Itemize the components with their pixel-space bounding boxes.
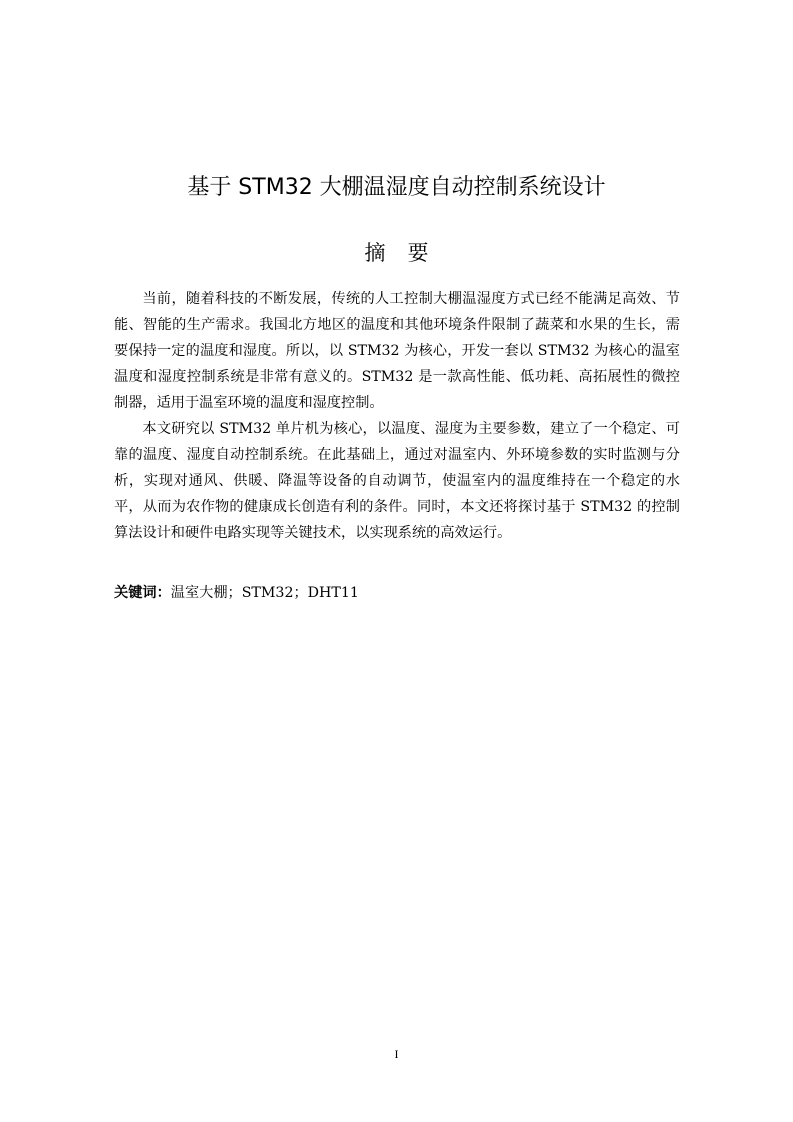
page-number: I: [394, 1047, 399, 1061]
abstract-paragraph-2: 本文研究以 STM32 单片机为核心，以温度、湿度为主要参数，建立了一个稳定、可靠的温度、湿度自动控制系统。在此基础上，通过对温室内、外环境参数的实时监测与分析，实现对通风、供暖、降温等设备的自动调节，使温室内的温度维持在一个稳定的水平，从而为农作物的健康成长创造有利的条件。同时，本文还将探讨基于 STM32 的控制算法设计和硬件电路实现等关键技术，以实现系统的高效运行。: [114, 421, 680, 541]
abstract-paragraph-1: 当前，随着科技的不断发展，传统的人工控制大棚温湿度方式已经不能满足高效、节能、智能的生产需求。我国北方地区的温度和其他环境条件限制了蔬菜和水果的生长，需要保持一定的温度和湿度。所以，以 STM32 为核心，开发一套以 STM32 为核心的温室温度和湿度控制系统是非常有意义的。STM32 是一款高性能、低功耗、高拓展性的微控制器，适用于温室环境的温度和湿度控制。: [114, 291, 680, 411]
abstract-body: [114, 286, 680, 546]
keywords-line: [114, 582, 680, 604]
keywords-value: 温室大棚；STM32；DHT11: [170, 585, 359, 601]
keywords-label: 关键词：: [114, 585, 171, 601]
page-title: 基于 STM32 大棚温湿度自动控制系统设计: [187, 175, 606, 200]
abstract-heading: 摘要: [364, 241, 451, 265]
